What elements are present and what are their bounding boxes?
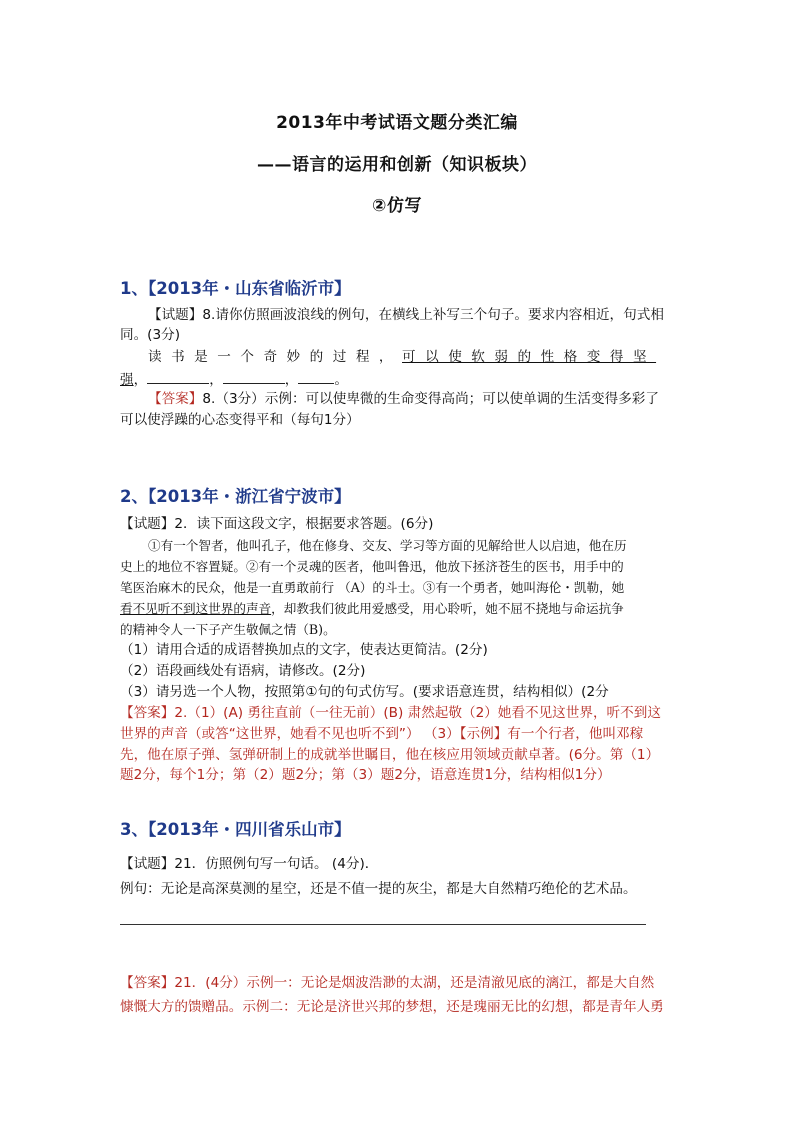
q1-blanks (120, 369, 348, 389)
q1-heading: 1、【2013年・山东省临沂市】 (120, 279, 351, 298)
q3-question (120, 855, 378, 873)
doc-title: 2013年中考试语文题分类汇编 (276, 113, 518, 133)
period: 。 (334, 372, 348, 388)
q2-passage-line-4 (120, 600, 624, 618)
q2-heading: 2、【2013年・浙江省宁波市】 (120, 487, 351, 506)
q3-answer (120, 974, 654, 992)
q2-answer-tag: 【答案】 (120, 705, 175, 721)
q2-passage-line-3: 笔医治麻木的民众，他是一直勇敢前行 （A）的斗士。③有一个勇者，她叫海伦・凯勒，她 (120, 580, 625, 595)
q2-subquestion-3: （3）请另选一个人物，按照第①句的句式仿写。(要求语意连贯，结构相似）(2分 (120, 684, 609, 700)
q2-subquestion-1: （1）请用合适的成语替换加点的文字，使表达更简洁。(2分) (120, 642, 488, 658)
doc-subtitle: ——语言的运用和创新（知识板块） (257, 155, 537, 175)
q2-answer-text: 2.（1）(A) 勇往直前（一往无前）(B) 肃然起敬（2）她看不见这世界，听不到这 (174, 705, 661, 721)
q2-question (120, 515, 433, 533)
q2-subquestion-2: （2）语段画线处有语病，请修改。(2分) (120, 663, 366, 679)
q1-answer-cont: 可以使浮躁的心态变得平和（每句1分） (120, 412, 360, 428)
q2-question-text: 2．读下面这段文字，根据要求答题。(6分) (174, 516, 434, 532)
q2-answer-text: 世界的声音（或答“这世界，她看不见也听不到”） （3） (120, 726, 460, 742)
q1-question-tag: 【试题】 (148, 307, 203, 323)
q1-example-underlined: 可以使软弱的性格变得坚 (402, 349, 657, 365)
answer-blank[interactable] (147, 369, 209, 384)
q1-example-underlined-end: 强 (120, 372, 134, 388)
q1-question-text: 8.请你仿照画波浪线的例句，在横线上补写三个句子。要求内容相近，句式相 (202, 307, 664, 323)
q2-answer-line-4: 题2分，每个1分；第（2）题2分；第（3）题2分，语意连贯1分，结构相似1分） (120, 767, 611, 783)
q2-passage-line-5: 的精神令人一下子产生敬佩之情（B)。 (120, 622, 336, 637)
q1-question (148, 306, 664, 324)
q1-example-lead: 读书是一个奇妙的过程， (148, 349, 403, 365)
q2-passage-line-1: ①有一个智者，他叫孔子，他在修身、交友、学习等方面的见解给世人以启迪，他在历 (148, 538, 627, 553)
comma: ， (209, 372, 223, 388)
q3-example: 例句：无论是高深莫测的星空，还是不值一提的灰尘，都是大自然精巧绝伦的艺术品。 (120, 881, 637, 897)
q2-answer-text: 有一个行者，他叫邓稼 (507, 726, 644, 742)
q2-question-tag: 【试题】 (120, 516, 175, 532)
q1-answer (148, 390, 659, 408)
q3-answer-tag: 【答案】 (120, 975, 175, 991)
comma: ， (133, 372, 148, 388)
q3-heading: 3、【2013年・四川省乐山市】 (120, 820, 351, 839)
q2-passage-line-2: 史上的地位不容置疑。②有一个灵魂的医者，他叫鲁迅，他放下拯济苍生的医书，用手中的 (120, 559, 624, 574)
q3-answer-line-2: 慷慨大方的馈赠品。示例二：无论是济世兴邦的梦想，还是瑰丽无比的幻想，都是青年人勇 (120, 999, 664, 1015)
answer-blank[interactable] (223, 369, 285, 384)
section-title: ②仿写 (372, 196, 422, 216)
q1-answer-tag: 【答案】 (148, 391, 203, 407)
comma: ， (284, 372, 299, 388)
q1-example (148, 348, 656, 366)
answer-blank[interactable] (298, 369, 334, 384)
q2-answer-line-3: 先，他在原子弹、氢弹研制上的成就举世瞩目，他在核应用领域贡献卓著。(6分。第（1） (120, 747, 660, 763)
q2-example-tag: 【示例】 (459, 726, 508, 742)
q2-answer-line-2 (120, 725, 643, 743)
q3-answer-text: 21．(4分）示例一：无论是烟波浩渺的太湖，还是清澈见底的漓江，都是大自然 (174, 975, 655, 991)
q2-passage-text: ，却教我们彼此用爱感受，用心聆听，她不屈不挠地与命运抗争 (271, 601, 624, 616)
answer-line[interactable] (120, 924, 646, 925)
q3-question-tag: 【试题】 (120, 856, 175, 872)
q2-underlined-phrase: 看不见听不到这世界的声音 (120, 601, 272, 616)
q3-question-text: 21．仿照例句写一句话。 (4分)． (174, 856, 379, 872)
q1-answer-text: 8.（3分）示例：可以使卑微的生命变得高尚；可以使单调的生活变得多彩了 (202, 391, 659, 407)
q2-answer (120, 704, 661, 722)
q1-question-cont: 同。(3分) (120, 327, 181, 343)
